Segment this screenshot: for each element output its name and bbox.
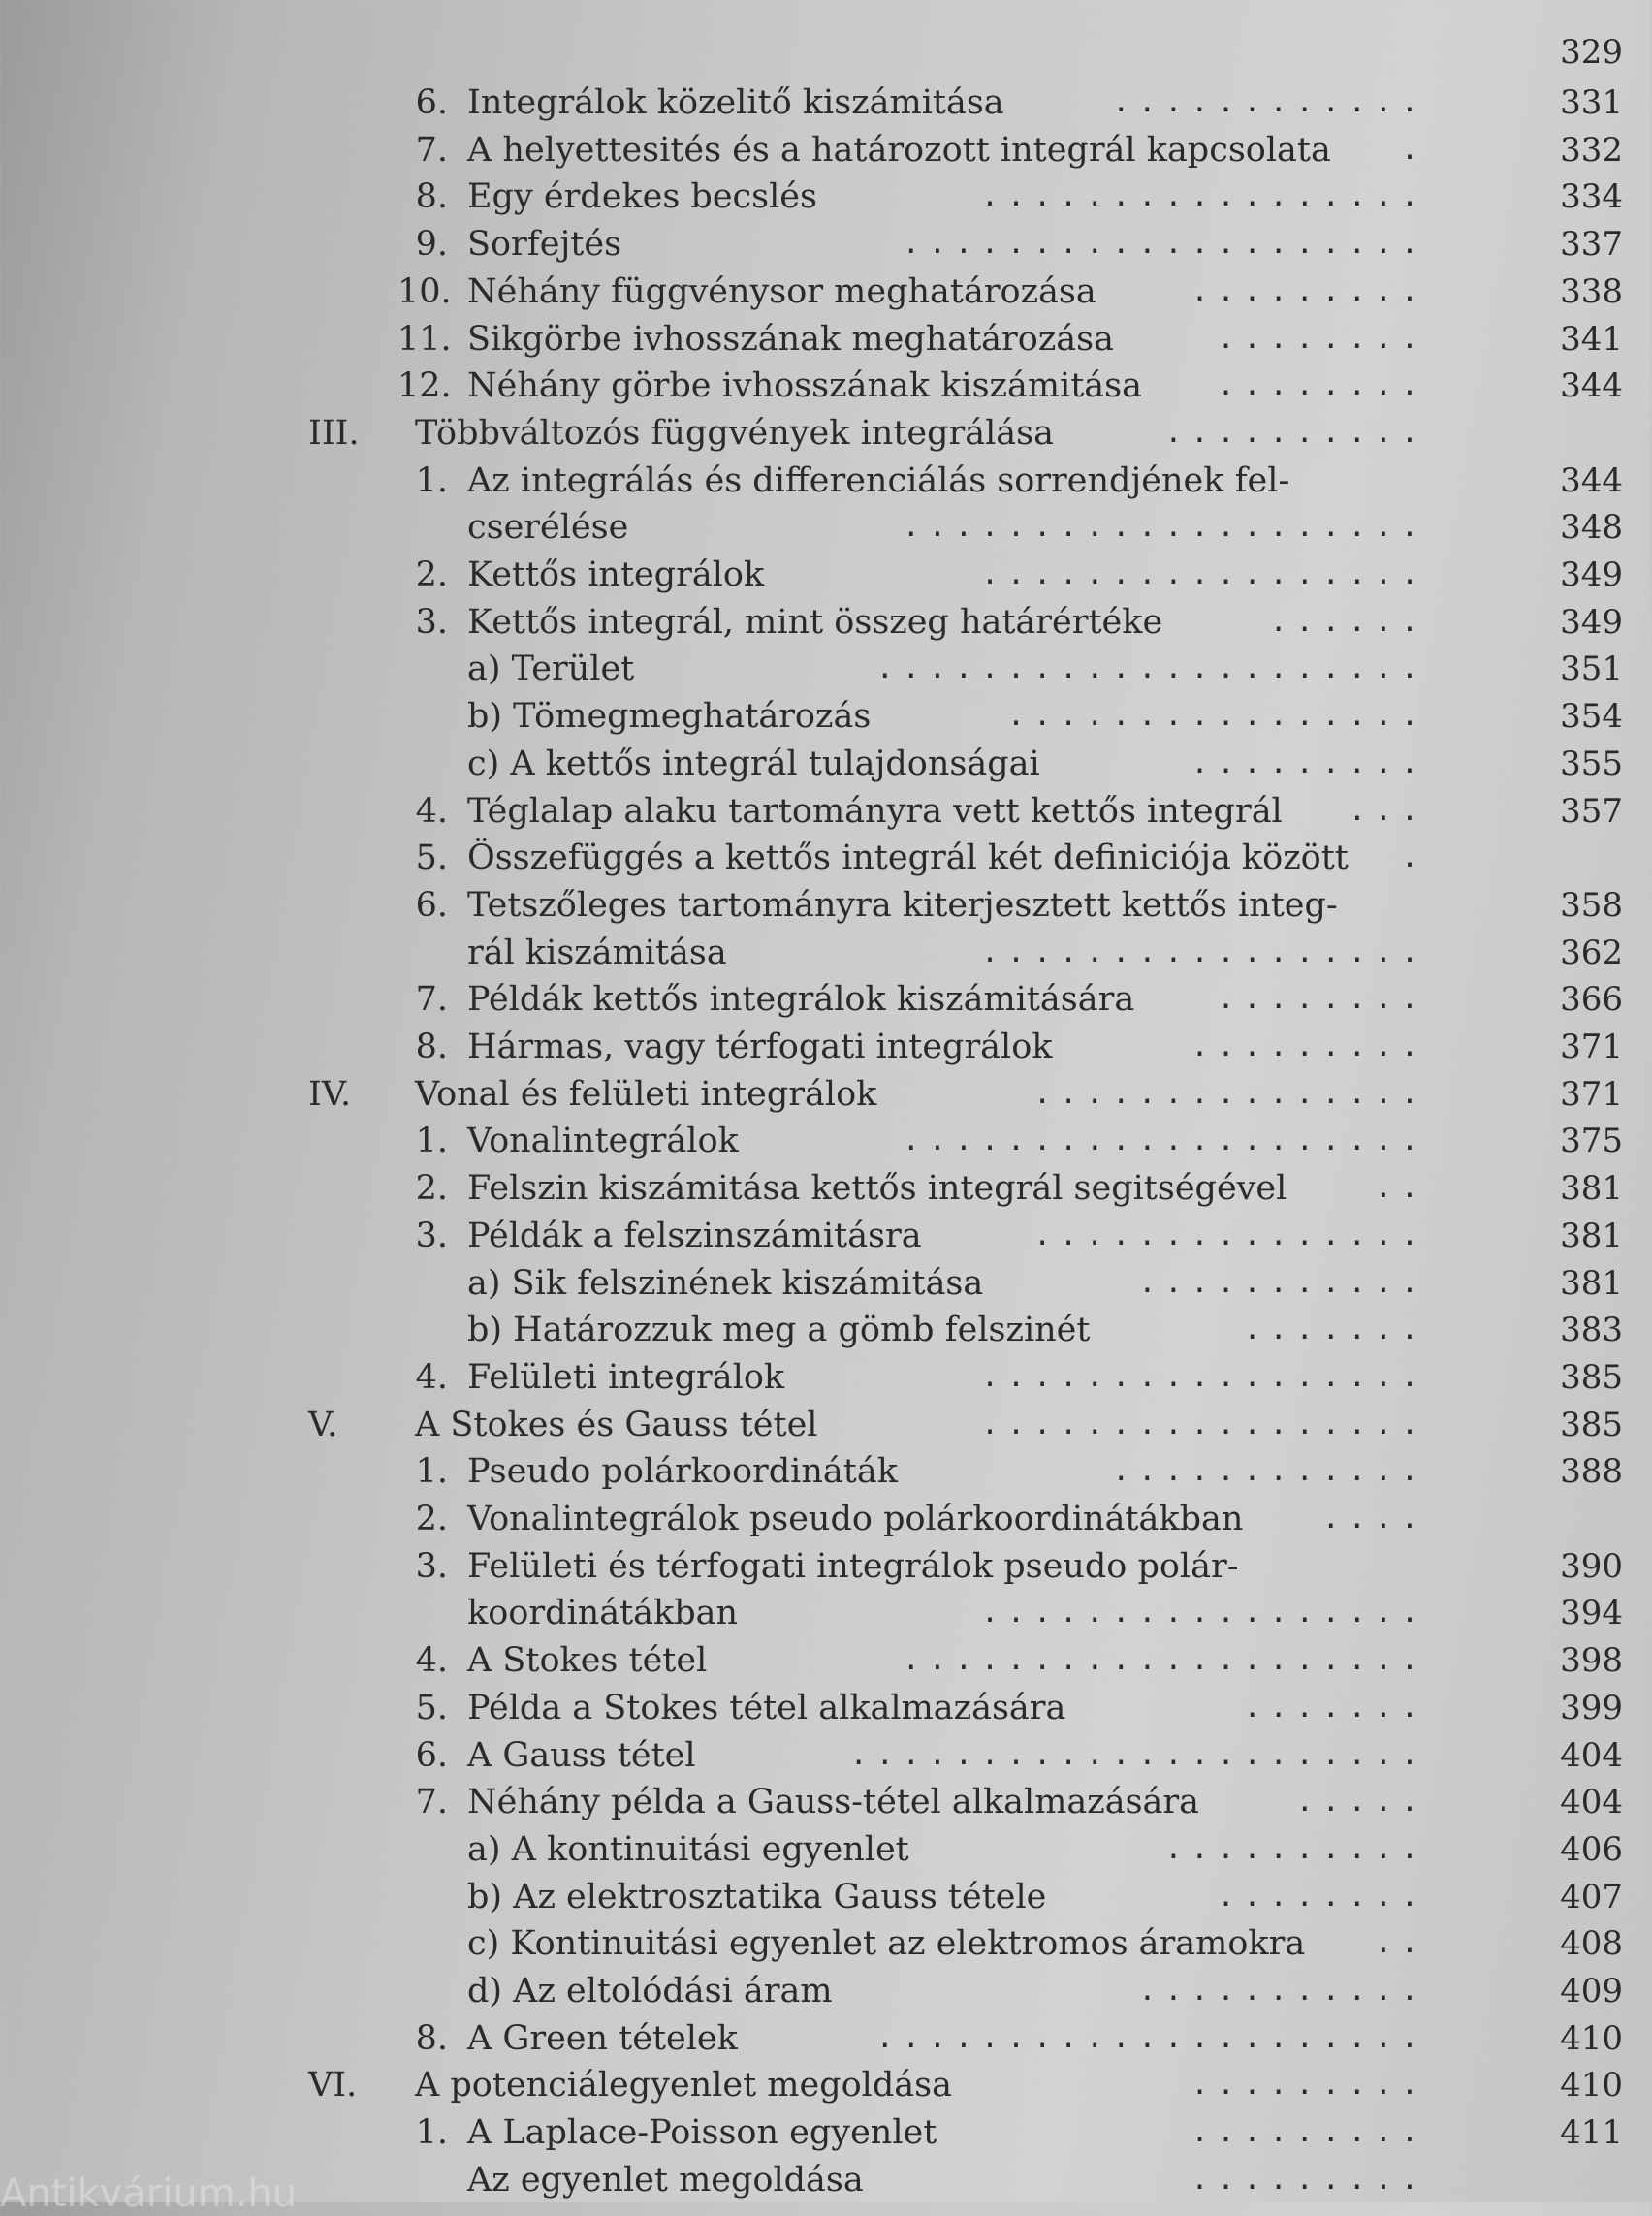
toc-entry	[0, 1496, 1652, 1542]
page-number: 404	[1560, 1783, 1623, 1822]
toc-entry	[0, 2109, 1652, 2156]
dot-leader: ...	[1348, 793, 1427, 828]
page-number: 394	[1560, 1594, 1623, 1633]
watermark-text: Antikvárium.hu	[0, 2171, 298, 2216]
entry-number: 2.	[415, 1169, 448, 1209]
entry-title: cserélése	[467, 508, 629, 548]
toc-entry	[0, 1590, 1652, 1636]
dot-leader: ....................	[902, 1643, 1427, 1678]
entry-title: Vonal és felületi integrálok	[415, 1074, 877, 1114]
dot-leader: .................	[980, 934, 1427, 969]
dot-leader: .........	[1191, 2115, 1427, 2150]
dot-leader: .................	[980, 1596, 1427, 1630]
toc-entry	[0, 1920, 1652, 1967]
dot-leader: ......................	[849, 1737, 1427, 1772]
entry-title: Kettős integrál, mint összeg határértéke	[467, 602, 1163, 642]
dot-leader: ...........	[1138, 1265, 1427, 1300]
page-number: 362	[1560, 933, 1623, 972]
entry-title: A Stokes és Gauss tétel	[415, 1405, 818, 1444]
entry-number: 11.	[397, 319, 452, 359]
entry-title: b) Tömegmeghatározás	[467, 697, 872, 737]
entry-title: Összefüggés a kettős integrál két definiciója között	[467, 839, 1349, 878]
dot-leader: ......	[1269, 604, 1427, 639]
dot-leader: ...............	[1033, 1218, 1427, 1252]
page-number: 404	[1560, 1735, 1623, 1775]
toc-entry	[0, 1543, 1652, 1590]
dot-leader: .....	[1295, 1785, 1427, 1820]
dot-leader: .................	[980, 179, 1427, 214]
entry-title: A potenciálegyenlet megoldása	[415, 2066, 952, 2105]
entry-title: Pseudo polárkoordináták	[467, 1452, 898, 1492]
entry-number: 8.	[415, 2018, 448, 2058]
entry-number: 10.	[397, 271, 452, 311]
entry-title: Néhány görbe ivhosszának kiszámitása	[467, 366, 1143, 406]
entry-number: 1.	[415, 1452, 448, 1492]
dot-leader: .........	[1191, 2068, 1427, 2103]
entry-number: 1.	[415, 460, 448, 500]
page-number: 409	[1560, 1972, 1623, 2010]
page-number: 355	[1560, 744, 1623, 783]
entry-title: Példák a felszinszámitásra	[467, 1216, 922, 1255]
entry-number: 5.	[415, 1688, 448, 1727]
toc-entry	[0, 1354, 1652, 1401]
dot-leader: ........	[1217, 368, 1427, 403]
entry-title: Sikgörbe ivhosszának meghatározása	[467, 319, 1114, 359]
toc-entry	[0, 646, 1652, 692]
entry-title: Az integrálás és differenciálás sorrendjének fel-	[467, 460, 1290, 500]
entry-title: A Gauss tétel	[467, 1735, 696, 1775]
toc-entry	[0, 2015, 1652, 2062]
page-number: 351	[1560, 649, 1623, 689]
page-number: 332	[1560, 130, 1623, 170]
entry-title: Hármas, vagy térfogati integrálok	[467, 1028, 1053, 1066]
entry-number: 7.	[415, 1783, 448, 1822]
toc-entry	[0, 504, 1652, 551]
entry-title: d) Az eltolódási áram	[467, 1972, 833, 2010]
page-number: 349	[1560, 602, 1623, 642]
dot-leader: ...............	[1033, 1076, 1427, 1111]
entry-title: Vonalintegrálok pseudo polárkoordinátákban	[467, 1500, 1244, 1538]
dot-leader: .........	[1191, 2162, 1427, 2197]
page-number: 331	[1560, 83, 1623, 122]
page-number: 406	[1560, 1829, 1623, 1869]
dot-leader: ....................	[902, 1124, 1427, 1158]
page-number: 407	[1560, 1877, 1623, 1916]
page-number: 337	[1560, 225, 1623, 265]
toc-entry	[0, 1260, 1652, 1307]
toc-entry	[0, 221, 1652, 268]
toc-entry	[0, 79, 1652, 126]
entry-title: A helyettesités és a határozott integrál kapcsolata	[467, 130, 1331, 170]
toc-entry	[0, 2062, 1652, 2108]
entry-number: 3.	[415, 1216, 448, 1255]
toc-entry	[0, 458, 1652, 504]
toc-entry	[0, 1307, 1652, 1353]
entry-number: 4.	[415, 1357, 448, 1397]
page-number: 375	[1560, 1122, 1623, 1161]
page-number: 385	[1560, 1357, 1623, 1397]
page-number: 398	[1560, 1641, 1623, 1681]
toc-entry	[0, 882, 1652, 929]
toc-entry	[0, 599, 1652, 646]
page-number: 399	[1560, 1688, 1623, 1727]
entry-title: b) Az elektrosztatika Gauss tétele	[467, 1877, 1047, 1916]
toc-entry	[0, 127, 1652, 174]
page-number: 388	[1560, 1452, 1623, 1492]
toc-entry	[0, 930, 1652, 976]
toc-entry	[0, 1402, 1652, 1448]
toc-entry	[0, 1024, 1652, 1070]
dot-leader: ....	[1321, 1502, 1427, 1535]
entry-title: Néhány példa a Gauss-tétel alkalmazására	[467, 1783, 1199, 1822]
page-number: 344	[1560, 366, 1623, 406]
entry-number: 9.	[415, 225, 448, 265]
toc-entry	[0, 1448, 1652, 1495]
toc-entry	[0, 363, 1652, 409]
dot-leader: ..........	[1164, 415, 1427, 450]
dot-leader: ................	[1007, 699, 1427, 734]
page-number: 381	[1560, 1216, 1623, 1255]
page-number: 411	[1560, 2113, 1623, 2153]
dot-leader: ..........	[1164, 1831, 1427, 1866]
dot-leader: ....................	[902, 510, 1427, 545]
dot-leader: ..	[1374, 1171, 1427, 1206]
toc-entry	[0, 1165, 1652, 1212]
dot-leader: .........	[1191, 273, 1427, 308]
page-number: 338	[1560, 271, 1623, 311]
entry-number: 3.	[415, 602, 448, 642]
dot-leader: .................	[980, 1407, 1427, 1441]
page-number: 371	[1560, 1074, 1623, 1114]
page-number: 408	[1560, 1924, 1623, 1964]
entry-title: Felületi és térfogati integrálok pseudo polár-	[467, 1546, 1239, 1586]
toc-entry	[0, 788, 1652, 835]
entry-number: 2.	[415, 555, 448, 594]
entry-title: Többváltozós függvények integrálása	[415, 413, 1055, 453]
entry-number: 8.	[415, 177, 448, 217]
entry-title: Integrálok közelitő kiszámitása	[467, 83, 1004, 122]
toc-entry	[0, 1118, 1652, 1164]
entry-title: Vonalintegrálok	[467, 1122, 739, 1161]
entry-title: Kettős integrálok	[467, 555, 765, 594]
dot-leader: .	[1400, 840, 1427, 875]
entry-number: V.	[308, 1405, 338, 1444]
entry-number: VI.	[308, 2066, 358, 2105]
entry-number: 12.	[397, 366, 452, 406]
dot-leader: .........	[1191, 1029, 1427, 1063]
entry-title: c) Kontinuitási egyenlet az elektromos áramokra	[467, 1924, 1306, 1964]
page-number: 344	[1560, 460, 1623, 500]
entry-number: 2.	[415, 1500, 448, 1538]
dot-leader: ........	[1217, 321, 1427, 356]
toc-entry	[0, 269, 1652, 315]
dot-leader: .................	[980, 557, 1427, 591]
entry-number: 4.	[415, 1641, 448, 1681]
page-number: 341	[1560, 319, 1623, 359]
entry-title: Példa a Stokes tétel alkalmazására	[467, 1688, 1066, 1727]
dot-leader: ...........	[1138, 1974, 1427, 2008]
page-number: 334	[1560, 177, 1623, 217]
entry-number: 8.	[415, 1028, 448, 1066]
entry-number: 4.	[415, 791, 448, 831]
page-number: 349	[1560, 555, 1623, 594]
toc-entry	[0, 316, 1652, 363]
dot-leader: ........	[1217, 1879, 1427, 1914]
toc-entry	[0, 1071, 1652, 1118]
entry-number: 6.	[415, 83, 448, 122]
page-number: 329	[1560, 33, 1623, 72]
entry-title: a) Terület	[467, 649, 635, 689]
entry-number: 1.	[415, 2113, 448, 2153]
entry-title: c) A kettős integrál tulajdonságai	[467, 744, 1040, 783]
entry-title: Téglalap alaku tartományra vett kettős integrál	[467, 791, 1283, 831]
dot-leader: ....................	[902, 227, 1427, 262]
toc-entry	[0, 174, 1652, 220]
toc-entry	[0, 1637, 1652, 1684]
entry-title: A Green tételek	[467, 2018, 738, 2058]
dot-leader: .....................	[875, 2020, 1427, 2055]
toc-entry	[0, 835, 1652, 881]
entry-number: III.	[308, 413, 360, 453]
top-page-number-row	[0, 29, 1652, 76]
toc-entry	[0, 976, 1652, 1023]
toc-entry	[0, 1685, 1652, 1731]
entry-number: 3.	[415, 1546, 448, 1586]
entry-number: 1.	[415, 1122, 448, 1161]
dot-leader: .......	[1243, 1690, 1427, 1725]
page-number: 410	[1560, 2018, 1623, 2058]
page-number: 366	[1560, 980, 1623, 1020]
page-number: 371	[1560, 1028, 1623, 1066]
page-number: 383	[1560, 1311, 1623, 1350]
toc-entry	[0, 693, 1652, 740]
toc-entry	[0, 741, 1652, 787]
toc-entry	[0, 410, 1652, 457]
entry-title: Az egyenlet megoldása	[467, 2160, 864, 2200]
dot-leader: .........	[1191, 745, 1427, 780]
toc-entry	[0, 1213, 1652, 1259]
page-number: 385	[1560, 1405, 1623, 1444]
entry-title: Néhány függvénysor meghatározása	[467, 271, 1096, 311]
entry-title: a) A kontinuitási egyenlet	[467, 1829, 909, 1869]
entry-title: b) Határozzuk meg a gömb felszinét	[467, 1311, 1091, 1350]
toc-entry	[0, 552, 1652, 598]
entry-title: A Laplace-Poisson egyenlet	[467, 2113, 937, 2153]
entry-number: 7.	[415, 130, 448, 170]
toc-entry	[0, 1779, 1652, 1825]
page-number: 358	[1560, 885, 1623, 925]
entry-number: 6.	[415, 885, 448, 925]
page-number: 410	[1560, 2066, 1623, 2105]
page-number: 381	[1560, 1263, 1623, 1303]
page-number: 354	[1560, 697, 1623, 737]
toc-entry	[0, 1968, 1652, 2014]
dot-leader: ........	[1217, 982, 1427, 1017]
entry-title: A Stokes tétel	[467, 1641, 708, 1681]
entry-number: 6.	[415, 1735, 448, 1775]
dot-leader: .	[1400, 132, 1427, 167]
dot-leader: ..	[1374, 1926, 1427, 1961]
entry-title: Felületi integrálok	[467, 1357, 785, 1397]
entry-title: Sorfejtés	[467, 225, 622, 265]
entry-title: Felszin kiszámitása kettős integrál segitségével	[467, 1169, 1287, 1209]
toc-entry	[0, 1874, 1652, 1920]
entry-number: IV.	[308, 1074, 352, 1114]
toc-entry	[0, 1732, 1652, 1779]
entry-number: 7.	[415, 980, 448, 1020]
entry-title: Egy érdekes becslés	[467, 177, 817, 217]
entry-title: rál kiszámitása	[467, 933, 727, 972]
dot-leader: ............	[1112, 1454, 1427, 1489]
page-number: 390	[1560, 1546, 1623, 1586]
dot-leader: ............	[1112, 85, 1427, 119]
toc-entry	[0, 1826, 1652, 1873]
entry-title: a) Sik felszinének kiszámitása	[467, 1263, 984, 1303]
page-number: 357	[1560, 791, 1623, 831]
entry-title: Tetszőleges tartományra kiterjesztett kettős integ-	[467, 885, 1338, 925]
entry-title: koordinátákban	[467, 1594, 739, 1633]
dot-leader: .......	[1243, 1313, 1427, 1347]
dot-leader: .................	[980, 1359, 1427, 1394]
page-number: 381	[1560, 1169, 1623, 1209]
entry-title: Példák kettős integrálok kiszámitására	[467, 980, 1135, 1020]
entry-number: 5.	[415, 839, 448, 878]
dot-leader: .....................	[875, 651, 1427, 686]
page-number: 348	[1560, 508, 1623, 548]
